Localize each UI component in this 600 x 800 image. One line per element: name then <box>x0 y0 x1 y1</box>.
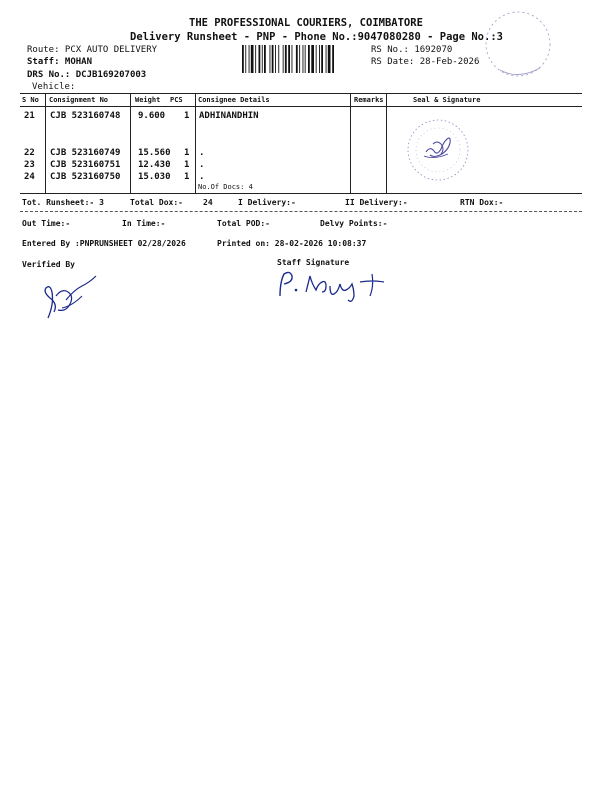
row-22-pcs: 1 <box>184 148 190 158</box>
col-consignee: Consignee Details <box>198 96 270 104</box>
rs-number: RS No.: 1692070 <box>371 45 453 55</box>
staff-signature-label: Staff Signature <box>277 258 350 267</box>
no-of-docs: No.Of Docs: 4 <box>198 183 253 191</box>
row-23-consignee: . <box>199 160 205 170</box>
staff-text: Staff: MOHAN <box>27 57 93 67</box>
staff-signature <box>274 268 404 304</box>
col-sno: S No <box>22 96 39 104</box>
total-dox-label: Total Dox:- <box>130 198 183 207</box>
row-22-consignment: CJB 523160749 <box>50 148 121 158</box>
row-23-sno: 23 <box>24 160 35 170</box>
row-21-weight: 9.600 <box>138 111 166 121</box>
rs-date: RS Date: 28-Feb-2026 <box>371 57 480 67</box>
row-23-weight: 12.430 <box>138 160 171 170</box>
in-time: In Time:- <box>122 219 166 228</box>
delivery-points: Delvy Points:- <box>320 219 388 228</box>
consignee-stamp-signature <box>398 110 480 190</box>
row-24-consignee: . <box>199 172 205 182</box>
row-21-pcs: 1 <box>184 111 190 121</box>
verified-by-label: Verified By <box>22 260 75 269</box>
runsheet-subtitle: Delivery Runsheet - PNP - Phone No.:9047080280 - Page No.:3 <box>130 31 503 43</box>
total-dox-value: 24 <box>203 198 213 207</box>
total-runsheet: Tot. Runsheet:- 3 <box>22 198 104 207</box>
verified-by-signature <box>38 268 108 324</box>
barcode <box>242 45 368 73</box>
printed-on: Printed on: 28-02-2026 10:08:37 <box>217 239 367 248</box>
row-23-consignment: CJB 523160751 <box>50 160 121 170</box>
col-consignment: Consignment No <box>49 96 109 104</box>
row-21-consignee: ADHINANDHIN <box>199 111 259 121</box>
col-remarks: Remarks <box>354 96 384 104</box>
col-seal-signature: Seal & Signature <box>413 96 481 104</box>
faint-stamp-top <box>478 6 558 86</box>
entered-by: Entered By :PNPRUNSHEET 02/28/2026 <box>22 239 186 248</box>
total-pod: Total POD:- <box>217 219 270 228</box>
vehicle-text: Vehicle: <box>32 82 76 92</box>
rtn-dox: RTN Dox:- <box>460 198 504 207</box>
row-22-consignee: . <box>199 148 205 158</box>
i-delivery: I Delivery:- <box>238 198 296 207</box>
row-24-weight: 15.030 <box>138 172 171 182</box>
company-title: THE PROFESSIONAL COURIERS, COIMBATORE <box>189 17 423 29</box>
row-21-sno: 21 <box>24 111 35 121</box>
row-23-pcs: 1 <box>184 160 190 170</box>
row-22-weight: 15.560 <box>138 148 171 158</box>
ii-delivery: II Delivery:- <box>345 198 408 207</box>
drs-number: DRS No.: DCJB169207003 <box>27 70 147 80</box>
row-24-pcs: 1 <box>184 172 190 182</box>
col-pcs: PCS <box>170 96 183 104</box>
row-21-consignment: CJB 523160748 <box>50 111 121 121</box>
row-22-sno: 22 <box>24 148 35 158</box>
col-weight: Weight <box>135 96 161 104</box>
row-24-consignment: CJB 523160750 <box>50 172 121 182</box>
route-text: Route: PCX AUTO DELIVERY <box>27 45 158 55</box>
row-24-sno: 24 <box>24 172 35 182</box>
out-time: Out Time:- <box>22 219 71 228</box>
